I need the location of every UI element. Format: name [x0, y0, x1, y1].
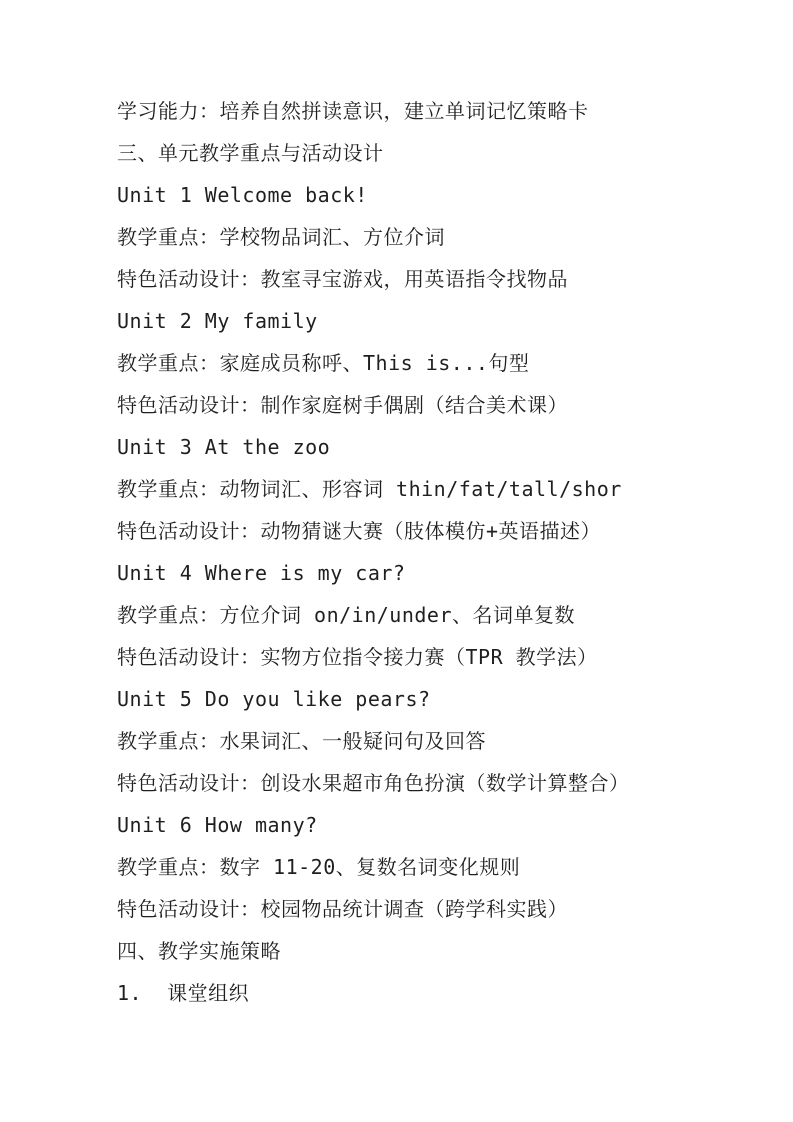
unit3-teaching-focus: 教学重点：动物词汇、形容词 thin/fat/tall/shor: [117, 477, 622, 501]
heading-section-three: 三、单元教学重点与活动设计: [117, 141, 384, 165]
unit4-title: Unit 4 Where is my car?: [117, 561, 406, 585]
unit2-title: Unit 2 My family: [117, 309, 318, 333]
unit3-activity-design: 特色活动设计：动物猜谜大赛（肢体模仿+英语描述）: [117, 519, 602, 543]
unit2-activity-design: 特色活动设计：制作家庭树手偶剧（结合美术课）: [117, 393, 568, 417]
unit2-teaching-focus: 教学重点：家庭成员称呼、This is...句型: [117, 351, 530, 375]
unit1-title: Unit 1 Welcome back!: [117, 183, 368, 207]
list-item-classroom-organization: 1. 课堂组织: [117, 981, 250, 1005]
unit3-title: Unit 3 At the zoo: [117, 435, 331, 459]
unit6-title: Unit 6 How many?: [117, 813, 318, 837]
unit5-activity-design: 特色活动设计：创设水果超市角色扮演（数学计算整合）: [117, 771, 630, 795]
unit5-title: Unit 5 Do you like pears?: [117, 687, 431, 711]
unit4-teaching-focus: 教学重点：方位介词 on/in/under、名词单复数: [117, 603, 575, 627]
unit1-activity-design: 特色活动设计：教室寻宝游戏，用英语指令找物品: [117, 267, 568, 291]
unit4-activity-design: 特色活动设计：实物方位指令接力赛（TPR 教学法）: [117, 645, 598, 669]
line-learning-ability: 学习能力：培养自然拼读意识，建立单词记忆策略卡: [117, 99, 589, 123]
unit1-teaching-focus: 教学重点：学校物品词汇、方位介词: [117, 225, 445, 249]
unit6-teaching-focus: 教学重点：数字 11-20、复数名词变化规则: [117, 855, 521, 879]
unit5-teaching-focus: 教学重点：水果词汇、一般疑问句及回答: [117, 729, 486, 753]
heading-section-four: 四、教学实施策略: [117, 939, 281, 963]
unit6-activity-design: 特色活动设计：校园物品统计调查（跨学科实践）: [117, 897, 568, 921]
